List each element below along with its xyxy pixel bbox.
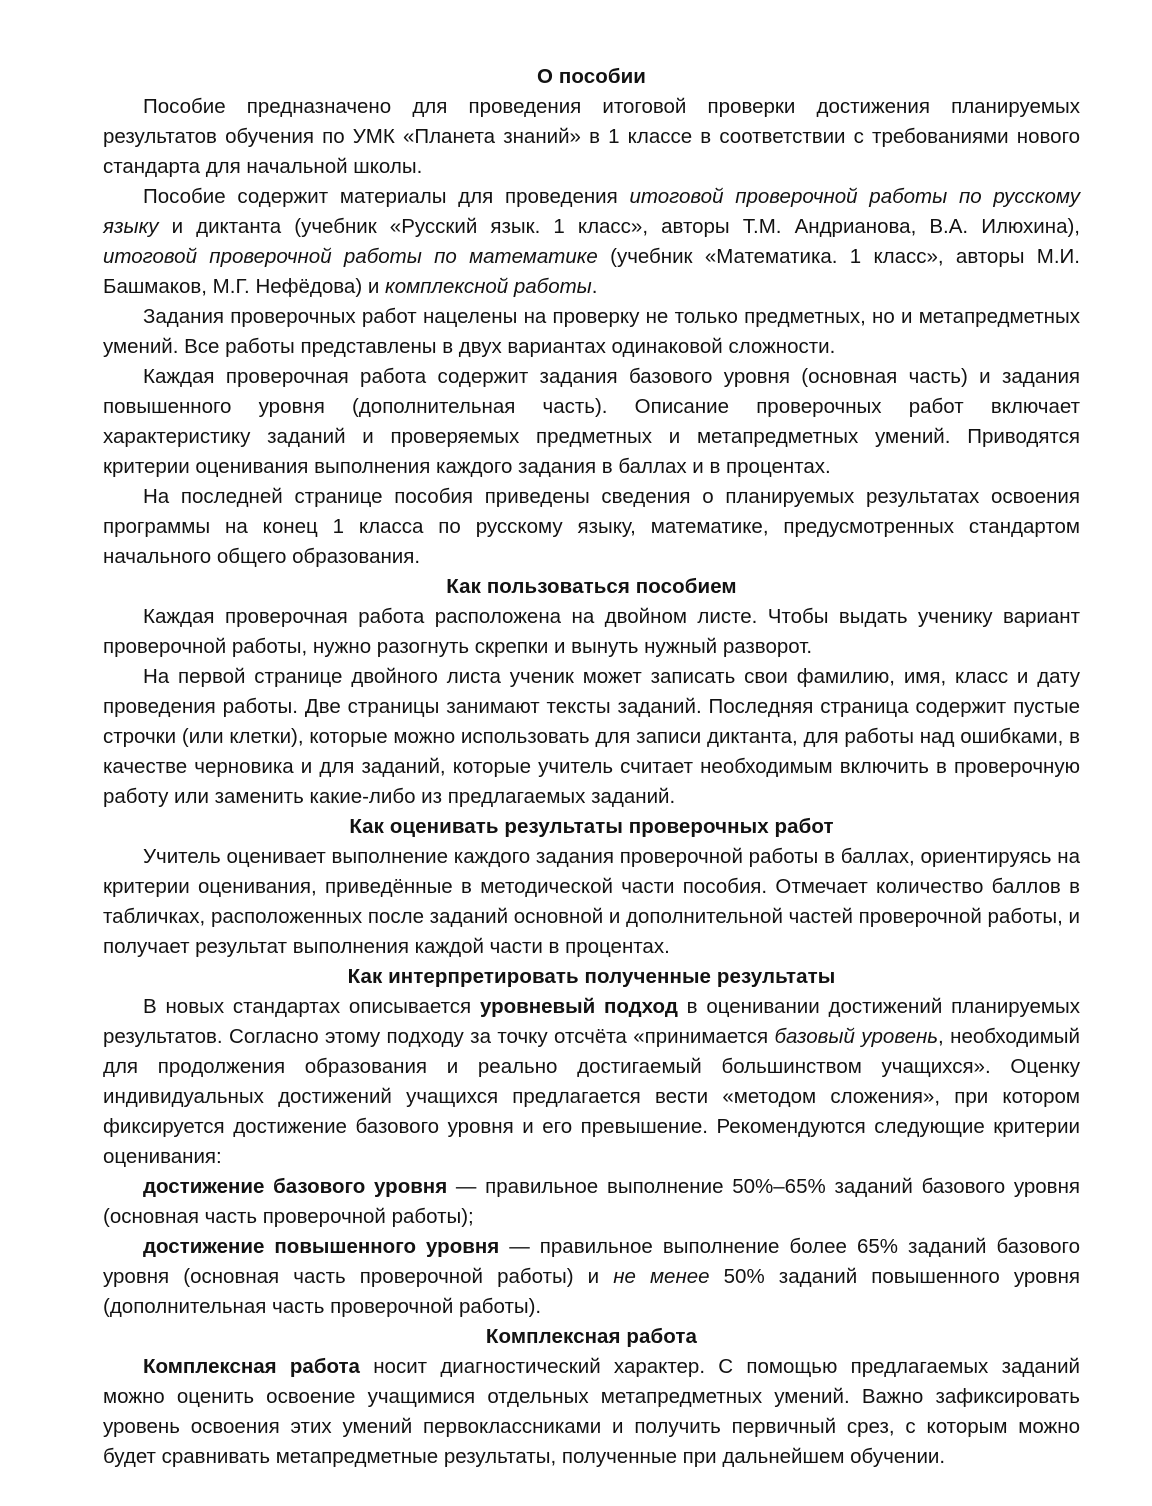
paragraph-about-p5 bbox=[103, 482, 1080, 572]
text-run-italic: не менее bbox=[613, 1265, 710, 1288]
text-run-normal: Каждая проверочная работа расположена на двойном листе. Чтобы выдать ученику вариант проверочной работы, нужно разогнуть скрепки и вынуть нужный разворот. bbox=[103, 605, 1080, 658]
document-body bbox=[103, 62, 1080, 1472]
text-run-normal: (учебник «Математика. 1 класс», авторы М.И. Башмаков, М.Г. Нефёдова) и bbox=[103, 245, 1080, 298]
section-heading-how-to-use: Как пользоваться пособием bbox=[446, 575, 737, 598]
section-heading-how-to-assess: Как оценивать результаты проверочных работ bbox=[349, 815, 834, 838]
text-run-normal: На последней странице пособия приведены сведения о планируемых результатах освоения программы на конец 1 класса по русскому языку, математике, предусмотренных стандартом начального общего образования. bbox=[103, 485, 1080, 568]
text-run-normal: На первой странице двойного листа ученик может записать свои фамилию, имя, класс и дату проведения работы. Две страницы занимают тексты заданий. Последняя страница содержит пустые строчки (или клетки), которые можно использовать для записи диктанта, для работы над ошибками, в качестве черновика и для заданий, которые учитель считает необходимым включить в проверочную работу или заменить какие-либо из предлагаемых заданий. bbox=[103, 665, 1080, 808]
paragraph-use-p1 bbox=[103, 602, 1080, 662]
paragraph-about-p1 bbox=[103, 92, 1080, 182]
paragraph-about-p3 bbox=[103, 302, 1080, 362]
section-heading-how-to-interpret: Как интерпретировать полученные результаты bbox=[347, 965, 836, 988]
text-run-normal: — правильное выполнение более 65% заданий базового уровня (основная часть проверочной работы) и bbox=[103, 1235, 1080, 1288]
text-run-italic: базовый уровень bbox=[774, 1025, 939, 1048]
text-run-normal: Учитель оценивает выполнение каждого задания проверочной работы в баллах, ориентируясь на критерии оценивания, приведённые в методической части пособия. Отмечает количество баллов в табличках, расположенных после заданий основной и дополнительной частей проверочной работы, и получает результат выполнения каждой части в процентах. bbox=[103, 845, 1080, 958]
text-run-bold: Комплексная работа bbox=[143, 1355, 360, 1378]
text-run-normal: — правильное выполнение 50%–65% заданий базового уровня (основная часть проверочной работы); bbox=[103, 1175, 1080, 1228]
paragraph-complex-p1 bbox=[103, 1352, 1080, 1472]
text-run-normal: Каждая проверочная работа содержит задания базового уровня (основная часть) и задания повышенного уровня (дополнительная часть). Описание проверочных работ включает характеристику заданий и проверяемых предметных и метапредметных умений. Приводятся критерии оценивания выполнения каждого задания в баллах и в процентах. bbox=[103, 365, 1080, 478]
paragraph-about-p4 bbox=[103, 362, 1080, 482]
paragraph-assess-p1 bbox=[103, 842, 1080, 962]
text-run-normal: Задания проверочных работ нацелены на проверку не только предметных, но и метапредметных умений. Все работы представлены в двух вариантах одинаковой сложности. bbox=[103, 305, 1080, 358]
paragraph-interpret-p3 bbox=[103, 1232, 1080, 1322]
text-run-normal: носит диагностический характер. С помощью предлагаемых заданий можно оценить освоение учащимися отдельных метапредметных умений. Важно зафиксировать уровень освоения этих умений первоклассниками и получить первичный срез, с которым можно будет сравнивать метапредметные результаты, полученные при дальнейшем обучении. bbox=[103, 1355, 1080, 1468]
text-run-normal: и диктанта (учебник «Русский язык. 1 класс», авторы Т.М. Андрианова, В.А. Илюхина), bbox=[158, 215, 1080, 238]
text-run-bold: уровневый подход bbox=[479, 995, 678, 1018]
text-run-normal: 50% заданий повышенного уровня (дополнительная часть проверочной работы). bbox=[103, 1265, 1080, 1318]
paragraph-about-p2 bbox=[103, 182, 1080, 302]
text-run-normal: В новых стандартах описывается bbox=[143, 995, 480, 1018]
text-run-italic: комплексной работы bbox=[385, 275, 592, 298]
paragraph-interpret-p1 bbox=[103, 992, 1080, 1172]
section-heading-complex-work: Комплексная работа bbox=[485, 1325, 698, 1348]
text-run-bold: достижение базового уровня bbox=[143, 1175, 448, 1198]
text-run-normal: в оценивании достижений планируемых результатов. Согласно этому подходу за точку отсчёта «принимается bbox=[103, 995, 1080, 1048]
text-run-normal: Пособие содержит материалы для проведения bbox=[143, 185, 630, 208]
text-run-normal: , необходимый для продолжения образования и реально достигаемый большинством учащихся». Оценку индивидуальных достижений учащихся предлагается вести «методом сложения», при котором фиксируется достижение базового уровня и его превышение. Рекомендуются следующие критерии оценивания: bbox=[103, 1025, 1080, 1168]
text-run-normal: Пособие предназначено для проведения итоговой проверки достижения планируемых результатов обучения по УМК «Планета знаний» в 1 классе в соответствии с требованиями нового стандарта для начальной школы. bbox=[103, 95, 1080, 178]
section-heading-about-manual: О пособии bbox=[537, 65, 646, 88]
text-run-italic: итоговой проверочной работы по русскому языку bbox=[103, 185, 1081, 238]
text-run-normal: . bbox=[591, 275, 598, 298]
paragraph-interpret-p2 bbox=[103, 1172, 1080, 1232]
paragraph-use-p2 bbox=[103, 662, 1080, 812]
text-run-italic: итоговой проверочной работы по математике bbox=[103, 245, 598, 268]
text-run-bold: достижение повышенного уровня bbox=[143, 1235, 500, 1258]
